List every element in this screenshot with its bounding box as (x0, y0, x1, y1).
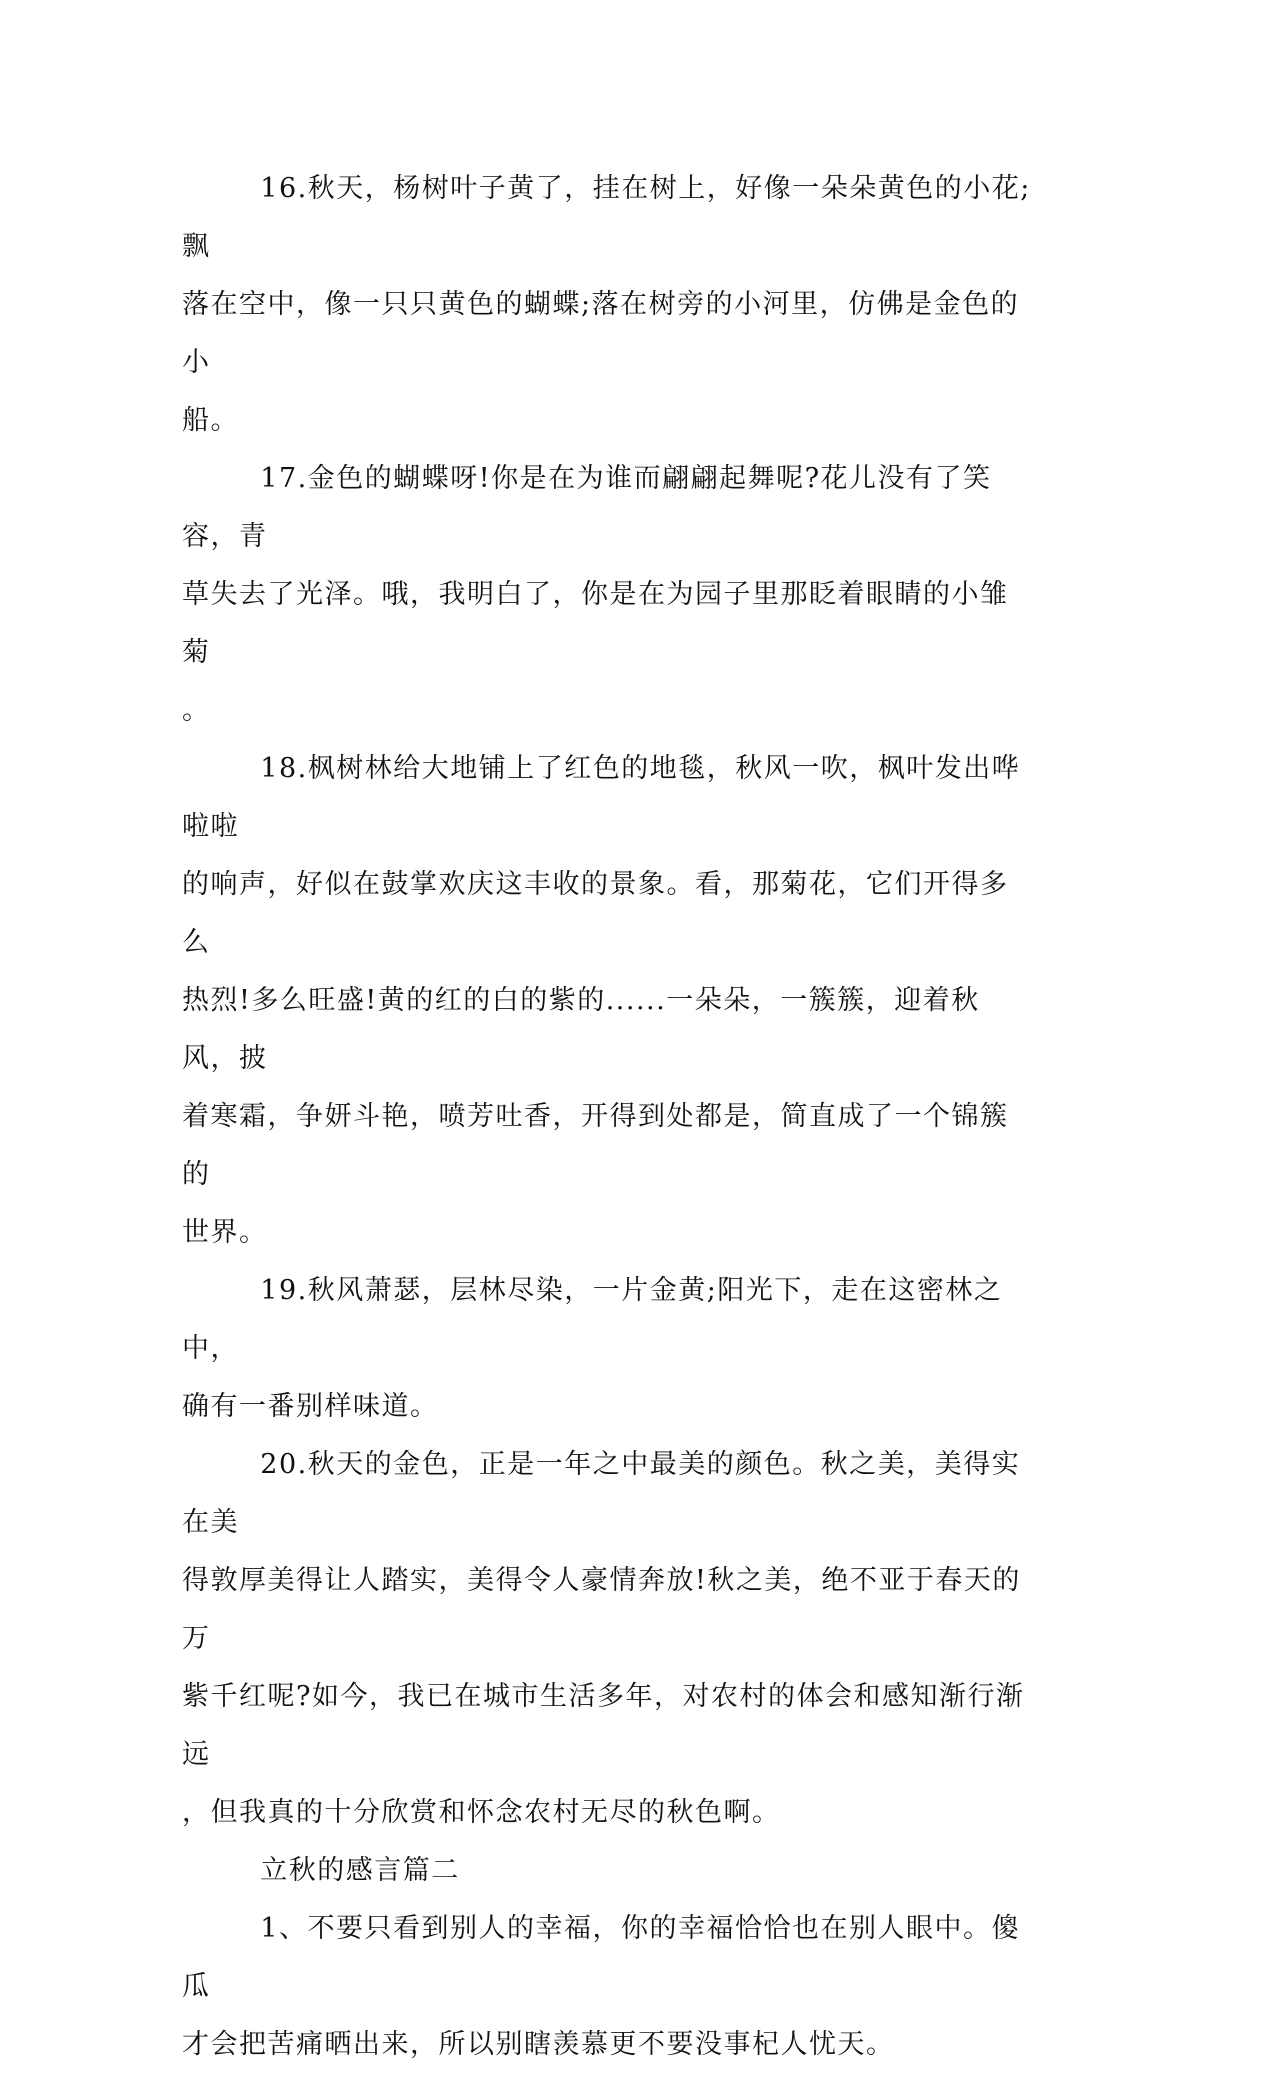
paragraph-19: 19.秋风萧瑟，层林尽染，一片金黄;阳光下，走在这密林之中， 确有一番别样味道。 (182, 1275, 1003, 1422)
paragraph-16: 16.秋天，杨树叶子黄了，挂在树上，好像一朵朵黄色的小花;飘 落在空中，像一只只黄色的蝴蝶;落在树旁的小河里，仿佛是金色的小 船。 (182, 173, 1031, 436)
paragraph-18: 18.枫树林给大地铺上了红色的地毯，秋风一吹，枫叶发出哗啦啦 的响声，好似在鼓掌欢庆这丰收的景象。看，那菊花，它们开得多么 热烈!多么旺盛!黄的红的白的紫的......一朵朵，一簇簇，迎着秋风，披 着寒霜，争妍斗艳，喷芳吐香，开得到处都是，简直成了一个锦簇的 世界。 (182, 753, 1021, 1248)
paragraph-1: 1、不要只看到别人的幸福，你的幸福恰恰也在别人眼中。傻瓜 才会把苦痛晒出来，所以别瞎羡慕更不要没事杞人忧天。 (182, 1913, 1020, 2060)
section-heading: 立秋的感言篇二 (260, 1855, 460, 1886)
document-body (182, 160, 1034, 2074)
paragraph-17: 17.金色的蝴蝶呀!你是在为谁而翩翩起舞呢?花儿没有了笑容，青 草失去了光泽。哦，我明白了，你是在为园子里那眨着眼睛的小雏菊 。 (182, 463, 1009, 726)
paragraph-20: 20.秋天的金色，正是一年之中最美的颜色。秋之美，美得实在美 得敦厚美得让人踏实，美得令人豪情奔放!秋之美，绝不亚于春天的万 紫千红呢?如今，我已在城市生活多年，对农村的体会和感知渐行渐远 ，但我真的十分欣赏和怀念农村无尽的秋色啊。 (182, 1449, 1025, 1828)
